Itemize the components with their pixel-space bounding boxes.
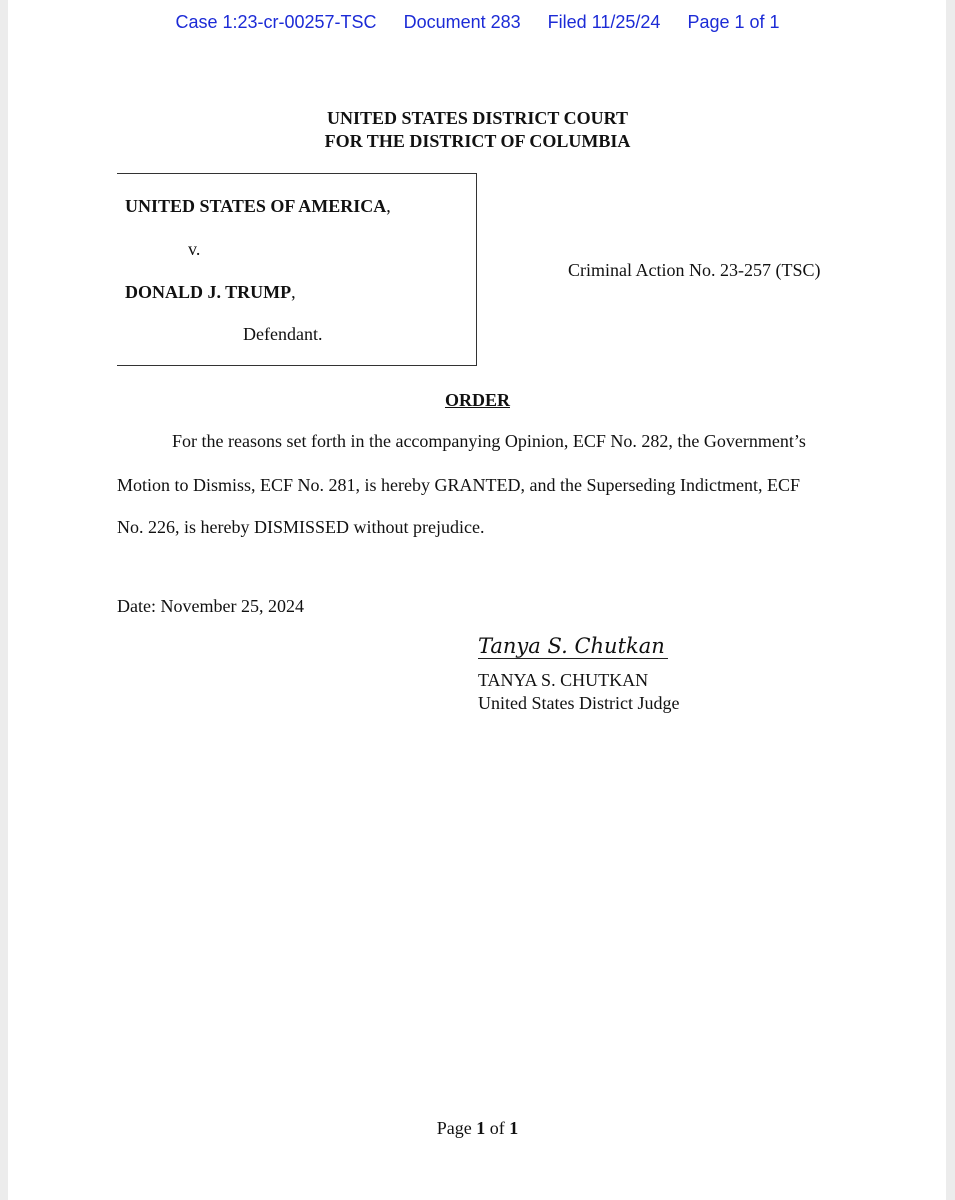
versus-text: v. (188, 239, 201, 259)
signature-line (478, 658, 668, 659)
document-number: Document 283 (403, 12, 521, 32)
header-page-count: Page 1 of 1 (687, 12, 780, 32)
footer-prefix: Page (436, 1118, 477, 1138)
plaintiff-name: UNITED STATES OF AMERICA (125, 196, 387, 216)
court-district: FOR THE DISTRICT OF COLUMBIA (324, 131, 631, 151)
footer-middle: of (485, 1118, 510, 1138)
defendant-role: Defendant. (243, 324, 323, 344)
footer-current-page: 1 (476, 1118, 486, 1138)
ecf-header (0, 12, 955, 33)
court-title (0, 107, 955, 153)
order-text-line-1: For the reasons set forth in the accompanying Opinion, ECF No. 282, the Government’s (172, 431, 806, 451)
order-text-line-2: Motion to Dismiss, ECF No. 281, is hereby GRANTED, and the Superseding Indictment, ECF (117, 475, 800, 495)
case-number: Case 1:23-cr-00257-TSC (175, 12, 377, 32)
order-date: Date: November 25, 2024 (117, 596, 304, 616)
defendant-name: DONALD J. TRUMP (125, 282, 292, 302)
order-title: ORDER (444, 390, 510, 410)
footer-total-pages: 1 (509, 1118, 519, 1138)
criminal-action-number: Criminal Action No. 23-257 (TSC) (568, 260, 821, 280)
court-name: UNITED STATES DISTRICT COURT (327, 108, 628, 128)
defendant-comma: , (291, 282, 296, 302)
page-footer (0, 1118, 955, 1139)
defendant-line (125, 282, 296, 303)
plaintiff-line (125, 196, 391, 217)
judge-title: United States District Judge (478, 693, 680, 713)
plaintiff-comma: , (386, 196, 391, 216)
judge-signature: Tanya S. Chutkan (478, 634, 665, 658)
filed-date: Filed 11/25/24 (547, 12, 661, 32)
order-text-line-3: No. 226, is hereby DISMISSED without prejudice. (117, 517, 485, 537)
judge-name: TANYA S. CHUTKAN (478, 670, 649, 690)
